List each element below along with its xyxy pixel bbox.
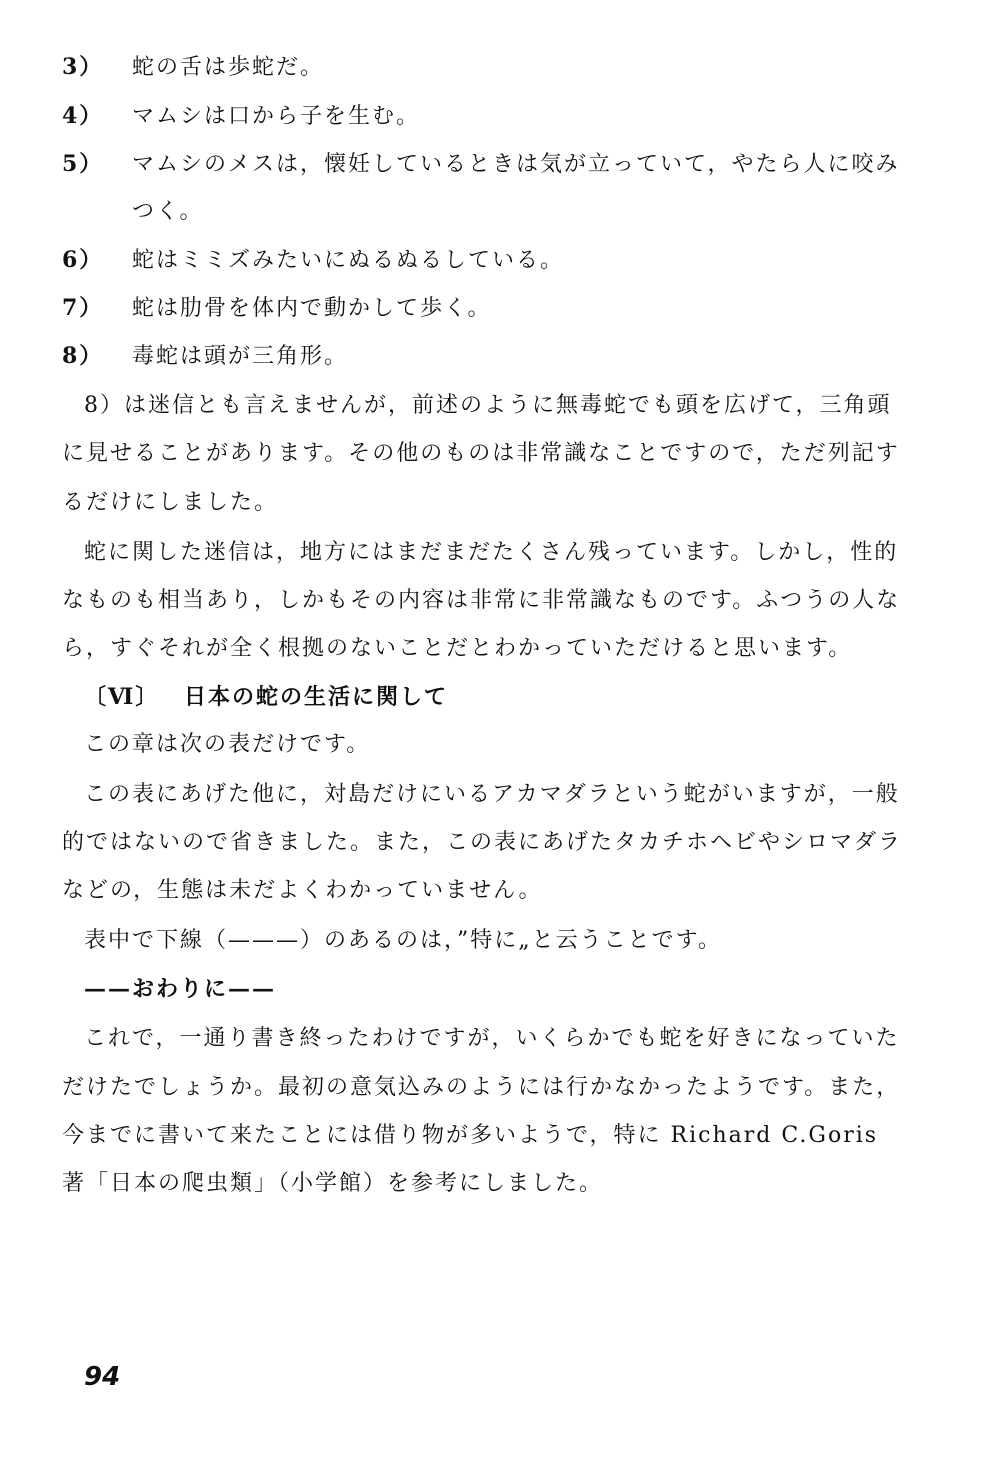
list-text: マムシは口から子を生む。 xyxy=(132,104,421,129)
list-text: 蛇は肋骨を体内で動かして歩く。 xyxy=(132,296,492,321)
paragraph-line: 蛇に関した迷信は，地方にはまだまだたくさん残っています。しかし，性的 xyxy=(84,540,899,565)
paragraph-line: などの，生態は未だよくわかっていません。 xyxy=(62,878,543,903)
list-number: 5） xyxy=(62,151,104,177)
paragraph-line: るだけにしました。 xyxy=(62,490,279,515)
list-text: 毒蛇は頭が三角形。 xyxy=(132,344,349,369)
list-item xyxy=(62,101,420,132)
page-number: 94 xyxy=(84,1362,121,1392)
paragraph-line: だけたでしょうか。最初の意気込みのようには行かなかったようです。また， xyxy=(62,1075,901,1100)
paragraph-line: これで，一通り書き終ったわけですが，いくらかでも蛇を好きになっていた xyxy=(84,1026,900,1051)
list-number: 7） xyxy=(62,295,104,321)
paragraph-line: 今までに書いて来たことには借り物が多いようで，特に Richard C.Goris xyxy=(62,1123,879,1148)
list-item xyxy=(62,52,324,83)
paragraph-line: に見せることがあります。その他のものは非常識なことですので，ただ列記す xyxy=(62,441,900,466)
paragraph-line: 表中で下線（———）のあるのは，”特に„と云うことです。 xyxy=(84,928,722,953)
closing-heading: ——おわりに—— xyxy=(84,976,277,1002)
section-heading xyxy=(84,682,448,712)
list-number: 8） xyxy=(62,343,104,369)
list-number: 3） xyxy=(62,54,104,80)
paragraph-line: なものも相当あり，しかもその内容は非常に非常識なものです。ふつうの人な xyxy=(62,588,901,613)
list-item xyxy=(62,341,348,372)
list-text: マムシのメスは，懐妊しているときは気が立っていて，やたら人に咬み xyxy=(132,152,900,177)
paragraph-line: この表にあげた他に，対島だけにいるアカマダラという蛇がいますが，一般 xyxy=(84,782,900,807)
list-item-continuation xyxy=(132,197,204,227)
document-page xyxy=(62,0,922,1457)
section-title: 日本の蛇の生活に関して xyxy=(184,684,449,710)
paragraph-line: 的ではないので省きました。また，この表にあげたタカチホヘビやシロマダラ xyxy=(62,830,903,855)
paragraph-line: ら，すぐそれが全く根拠のないことだとわかっていただけると思います。 xyxy=(62,636,853,661)
paragraph-line: この章は次の表だけです。 xyxy=(84,732,371,757)
paragraph-line: 8）は迷信とも言えませんが，前述のように無毒蛇でも頭を広げて，三角頭 xyxy=(84,393,892,418)
list-number: 6） xyxy=(62,247,104,273)
list-item xyxy=(62,245,564,276)
list-text: 蛇の舌は歩蛇だ。 xyxy=(132,55,325,80)
section-number: 〔Ⅵ〕 xyxy=(84,684,160,710)
list-item xyxy=(62,293,492,324)
list-text: 蛇はミミズみたいにぬるぬるしている。 xyxy=(132,248,565,273)
paragraph-line: 著「日本の爬虫類」（小学館）を参考にしました。 xyxy=(62,1171,604,1196)
list-number: 4） xyxy=(62,103,104,129)
list-item xyxy=(62,149,900,180)
list-text: つく。 xyxy=(132,199,204,224)
